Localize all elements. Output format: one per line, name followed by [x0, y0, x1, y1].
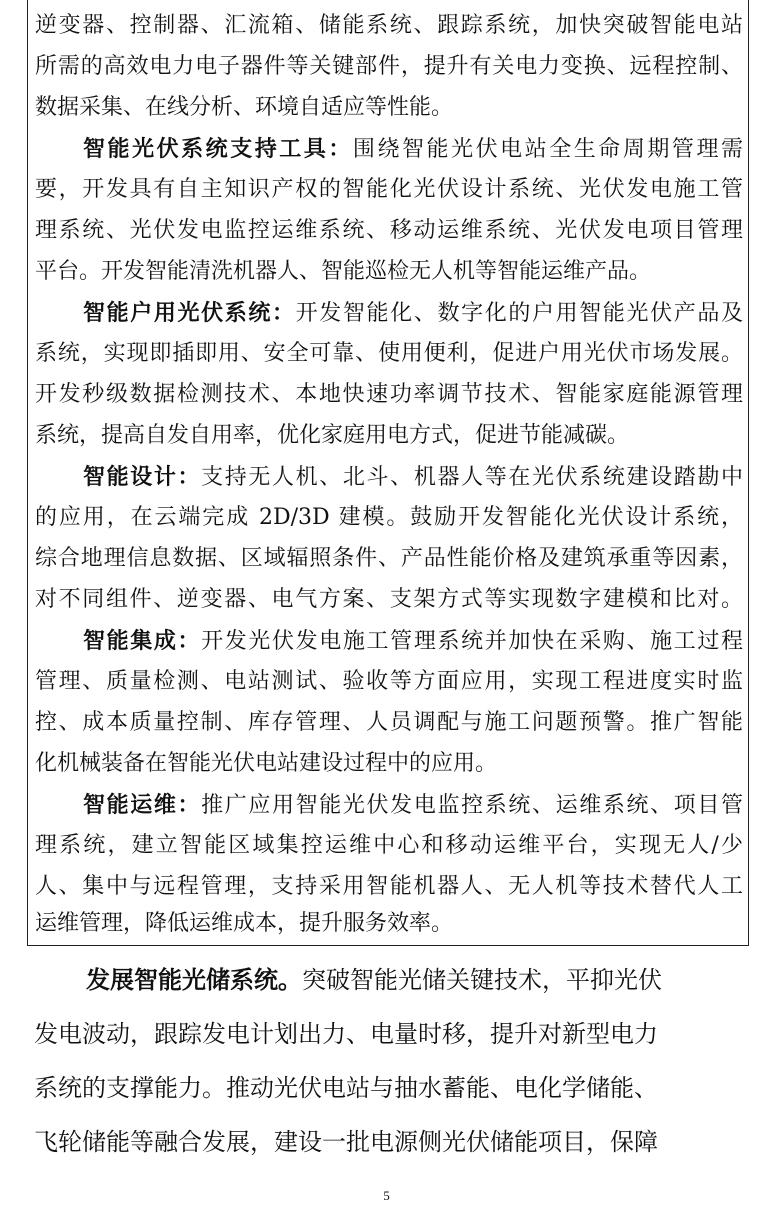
box-line: 理系统，建立智能区域集控运维中心和移动运维平台，实现无人/少 [35, 833, 743, 858]
box-line: 系统，提高自发自用率，优化家庭用电方式，促进节能减碳。 [35, 423, 630, 448]
box-line: 管理、质量检测、电站测试、验收等方面应用，实现工程进度实时监 [35, 669, 743, 694]
section-heading: 智能光伏系统支持工具： [83, 136, 353, 162]
box-line: 智能设计：支持无人机、北斗、机器人等在光伏系统建设踏勘中 [83, 464, 743, 490]
box-line: 控、成本质量控制、库存管理、人员调配与施工问题预警。推广智能 [35, 710, 743, 735]
box-line: 要，开发具有自主知识产权的智能化光伏设计系统、光伏发电施工管 [35, 177, 743, 202]
box-line: 综合地理信息数据、区域辐照条件、产品性能价格及建筑承重等因素， [35, 546, 743, 571]
box-line: 对不同组件、逆变器、电气方案、支架方式等实现数字建模和比对。 [35, 587, 743, 612]
box-line: 系统，实现即插即用、安全可靠、使用便利，促进户用光伏市场发展。 [35, 341, 743, 366]
box-line: 开发秒级数据检测技术、本地快速功率调节技术、智能家庭能源管理 [35, 382, 743, 407]
page-number: 5 [383, 1188, 390, 1203]
highlight-box [27, 0, 749, 946]
box-line: 理系统、光伏发电监控运维系统、移动运维系统、光伏发电项目管理 [35, 218, 743, 243]
box-line: 人、集中与远程管理，支持采用智能机器人、无人机等技术替代人工 [35, 874, 743, 899]
body-line: 发电波动，跟踪发电计划出力、电量时移，提升对新型电力 [34, 1020, 658, 1048]
box-line: 所需的高效电力电子器件等关键部件，提升有关电力变换、远程控制、 [35, 54, 743, 79]
body-line: 系统的支撑能力。推动光伏电站与抽水蓄能、电化学储能、 [34, 1074, 658, 1102]
box-line: 智能光伏系统支持工具：围绕智能光伏电站全生命周期管理需 [83, 136, 743, 162]
body-line: 发展智能光储系统。突破智能光储关键技术，平抑光伏 [86, 965, 662, 994]
box-line: 化机械装备在智能光伏电站建设过程中的应用。 [35, 751, 498, 776]
box-line: 平台。开发智能清洗机器人、智能巡检无人机等智能运维产品。 [35, 259, 652, 284]
box-line: 逆变器、控制器、汇流箱、储能系统、跟踪系统，加快突破智能电站 [35, 13, 743, 38]
section-heading: 智能集成： [83, 628, 202, 654]
box-line: 智能户用光伏系统：开发智能化、数字化的户用智能光伏产品及 [83, 300, 743, 326]
section-heading: 智能运维： [83, 792, 202, 818]
section-heading: 智能设计： [83, 464, 202, 490]
section-heading: 智能户用光伏系统： [83, 300, 296, 326]
box-line: 的应用，在云端完成 2D/3D 建模。鼓励开发智能化光伏设计系统， [35, 505, 743, 530]
box-line: 智能运维：推广应用智能光伏发电监控系统、运维系统、项目管 [83, 792, 743, 818]
box-line: 智能集成：开发光伏发电施工管理系统并加快在采购、施工过程 [83, 628, 743, 654]
paragraph-heading: 发展智能光储系统。 [86, 965, 302, 994]
body-line: 飞轮储能等融合发展，建设一批电源侧光伏储能项目，保障 [34, 1128, 658, 1156]
box-line: 运维管理，降低运维成本，提升服务效率。 [35, 911, 454, 936]
box-line: 数据采集、在线分析、环境自适应等性能。 [35, 95, 454, 120]
